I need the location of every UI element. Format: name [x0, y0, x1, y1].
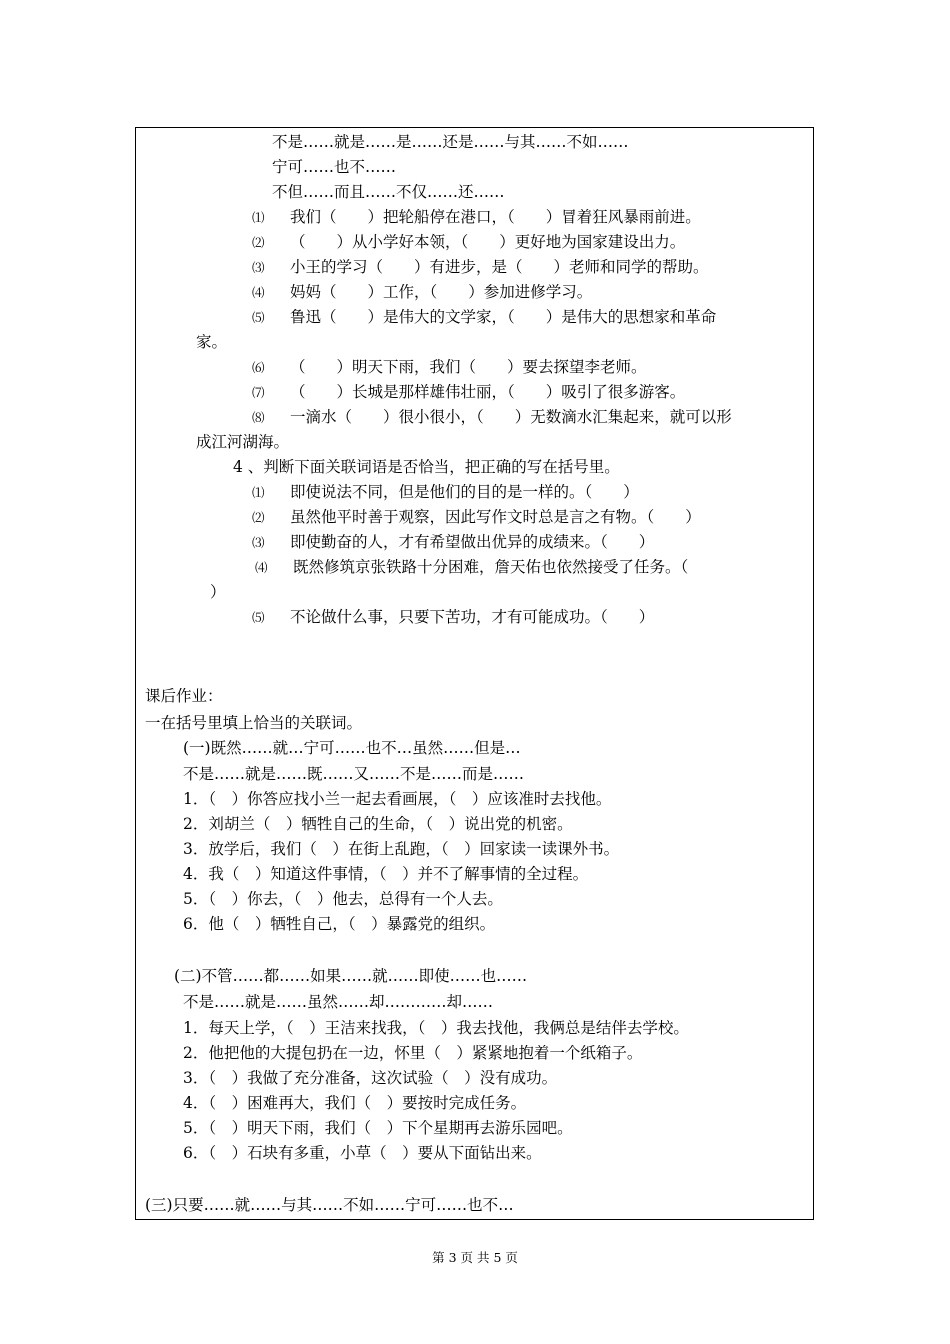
part2-item-4: 4．（ ）困难再大，我们（ ）要按时完成任务。	[183, 1094, 527, 1112]
fill-item-8-continued: 成江河湖海。	[196, 433, 290, 451]
judge-item-2: ⑵ 虽然他平时善于观察，因此写作文时总是言之有物。（ ）	[252, 508, 701, 526]
part1-item-6: 6．他（ ）牺牲自己，（ ）暴露党的组织。	[183, 915, 496, 933]
fill-item-1: ⑴ 我们（ ）把轮船停在港口，（ ）冒着狂风暴雨前进。	[252, 208, 701, 226]
part2-item-6: 6．（ ）石块有多重，小草（ ）要从下面钻出来。	[183, 1144, 542, 1162]
fill-item-5: ⑸ 鲁迅（ ）是伟大的文学家，（ ）是伟大的思想家和革命	[252, 308, 717, 326]
fill-item-2: ⑵ （ ）从小学好本领，（ ）更好地为国家建设出力。	[252, 233, 686, 251]
judge-title: 4 、判断下面关联词语是否恰当，把正确的写在括号里。	[233, 458, 620, 476]
fill-item-3: ⑶ 小王的学习（ ）有进步，是（ ）老师和同学的帮助。	[252, 258, 709, 276]
part1-item-2: 2．刘胡兰（ ）牺牲自己的生命，（ ）说出党的机密。	[183, 815, 573, 833]
judge-item-4: ⑷ 既然修筑京张铁路十分困难，詹天佑也依然接受了任务。（	[255, 558, 689, 576]
part2-item-5: 5．（ ）明天下雨，我们（ ）下个星期再去游乐园吧。	[183, 1119, 573, 1137]
part2-item-2: 2．他把他的大提包扔在一边，怀里（ ）紧紧地抱着一个纸箱子。	[183, 1044, 643, 1062]
fill-item-5-continued: 家。	[196, 333, 228, 351]
part2-item-1: 1．每天上学，（ ）王洁来找我，（ ）我去找他，我俩总是结伴去学校。	[183, 1019, 689, 1037]
part1-item-3: 3．放学后，我们（ ）在街上乱跑，（ ）回家读一读课外书。	[183, 840, 620, 858]
judge-item-4-continued: ）	[210, 583, 226, 601]
judge-item-1: ⑴ 即使说法不同，但是他们的目的是一样的。（ ）	[252, 483, 639, 501]
part2-item-3: 3．（ ）我做了充分准备，这次试验（ ）没有成功。	[183, 1069, 558, 1087]
part1-item-5: 5．（ ）你去，（ ）他去，总得有一个人去。	[183, 890, 503, 908]
fill-item-6: ⑹ （ ）明天下雨，我们（ ）要去探望李老师。	[252, 358, 647, 376]
part1-words-line2: 不是……就是……既……又……不是……而是……	[183, 765, 525, 783]
judge-item-3: ⑶ 即使勤奋的人，才有希望做出优异的成绩来。（ ）	[252, 533, 655, 551]
word-group-3: 不但……而且……不仅……还……	[272, 183, 505, 201]
word-group-1: 不是……就是……是……还是……与其……不如……	[272, 133, 629, 151]
fill-item-8: ⑻ 一滴水（ ）很小很小，（ ）无数滴水汇集起来，就可以形	[252, 408, 732, 426]
page-footer: 第 3 页 共 5 页	[432, 1250, 518, 1265]
part2-words-line2: 不是……就是……虽然……却…………却……	[183, 993, 494, 1011]
fill-item-7: ⑺ （ ）长城是那样雄伟壮丽，（ ）吸引了很多游客。	[252, 383, 686, 401]
word-group-2: 宁可……也不……	[272, 158, 397, 176]
part3-words-line1: (三)只要……就……与其……不如……宁可……也不…	[145, 1196, 514, 1214]
fill-item-4: ⑷ 妈妈（ ）工作，（ ）参加进修学习。	[252, 283, 593, 301]
part1-item-1: 1．（ ）你答应找小兰一起去看画展，（ ）应该准时去找他。	[183, 790, 612, 808]
homework-instruction: 一在括号里填上恰当的关联词。	[145, 714, 363, 732]
homework-title: 课后作业：	[145, 687, 223, 705]
part1-words-line1: (一)既然……就…宁可……也不…虽然……但是…	[183, 739, 521, 757]
part2-words-line1: (二)不管……都……如果……就……即使……也……	[174, 967, 528, 985]
judge-item-5: ⑸ 不论做什么事，只要下苦功，才有可能成功。（ ）	[252, 608, 655, 626]
part1-item-4: 4．我（ ）知道这件事情，（ ）并不了解事情的全过程。	[183, 865, 589, 883]
